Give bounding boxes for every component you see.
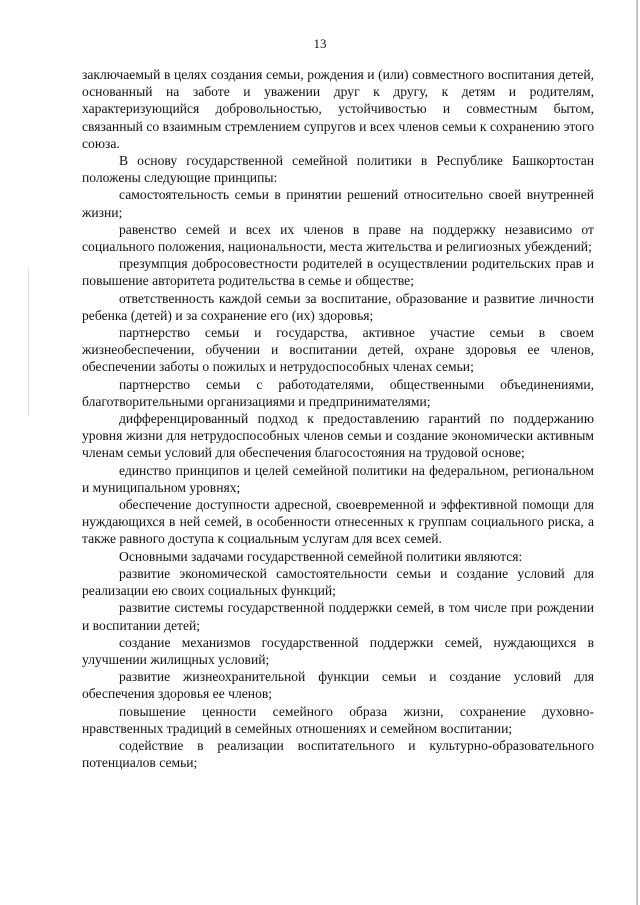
list-item-principle-3: презумпция добросовестности родителей в осуществлении родительских прав и повышение авторитета родительства в семье и обществе; [82, 256, 594, 289]
list-item-principle-6: партнерство семьи с работодателями, общественными объединениями, благотворительными организациями и предпринимателями; [82, 376, 594, 409]
document-body [82, 66, 594, 771]
page-number: 13 [313, 36, 327, 51]
paragraph-continuation: заключаемый в целях создания семьи, рождения и (или) совместного воспитания детей, основанный на заботе и уважении друг к другу, к детям и родителям, характеризующийся добровольностью, устойчивостью и совместным бытом, связанный со взаимным стремлением супругов и всех членов семьи к сохранению этого союза. [82, 67, 594, 151]
list-item-task-5: повышение ценности семейного образа жизни, сохранение духовно-нравственных традиций в семейных отношениях и семейном воспитании; [82, 703, 594, 736]
list-item-task-1: развитие экономической самостоятельности семьи и создание условий для реализации ею своих социальных функций; [82, 565, 594, 599]
list-item-task-3: создание механизмов государственной поддержки семей, нуждающихся в улучшении жилищных условий; [82, 634, 594, 667]
list-item-principle-5: партнерство семьи и государства, активное участие семьи в своем жизнеобеспечении, обучении и воспитании детей, охране здоровья ее членов, обеспечении заботы о пожилых и нетрудоспособных членах семьи; [82, 325, 594, 375]
list-item-principle-1: самостоятельность семьи в принятии решений относительно своей внутренней жизни; [82, 187, 594, 220]
list-item-principle-2: равенство семей и всех их членов в праве на поддержку независимо от социального положения, национальности, места жительства и религиозных убеждений; [82, 221, 594, 255]
page-edge-shadow [636, 0, 638, 905]
list-item-principle-7: дифференцированный подход к предоставлению гарантий по поддержанию уровня жизни для нетрудоспособных членов семьи и создание экономически активным членам семьи условий для обеспечения благосостояния на трудовой основе; [82, 411, 594, 461]
list-item-task-4: развитие жизнеохранительной функции семьи и создание условий для обеспечения здоровья ее членов; [82, 669, 594, 702]
list-item-task-2: развитие системы государственной поддержки семей, в том числе при рождении и воспитании детей; [82, 600, 594, 633]
list-item-principle-8: единство принципов и целей семейной политики на федеральном, региональном и муниципальном уровнях; [82, 462, 594, 495]
list-item-task-6: содействие в реализации воспитательного и культурно-образовательного потенциалов семьи; [82, 737, 594, 771]
list-item-principle-9: обеспечение доступности адресной, своевременной и эффективной помощи для нуждающихся в ней семей, в особенности отнесенных к группам социального риска, а также равного доступа к социальным услугам для всех семей. [82, 497, 594, 547]
list-item-principle-4: ответственность каждой семьи за воспитание, образование и развитие личности ребенка (детей) и за сохранение его (их) здоровья; [82, 290, 594, 323]
paragraph-principles-intro: В основу государственной семейной политики в Республике Башкортостан положены следующие принципы: [82, 153, 594, 186]
paragraph-tasks-intro: Основными задачами государственной семейной политики являются: [119, 548, 523, 564]
scan-margin-mark [28, 268, 29, 416]
